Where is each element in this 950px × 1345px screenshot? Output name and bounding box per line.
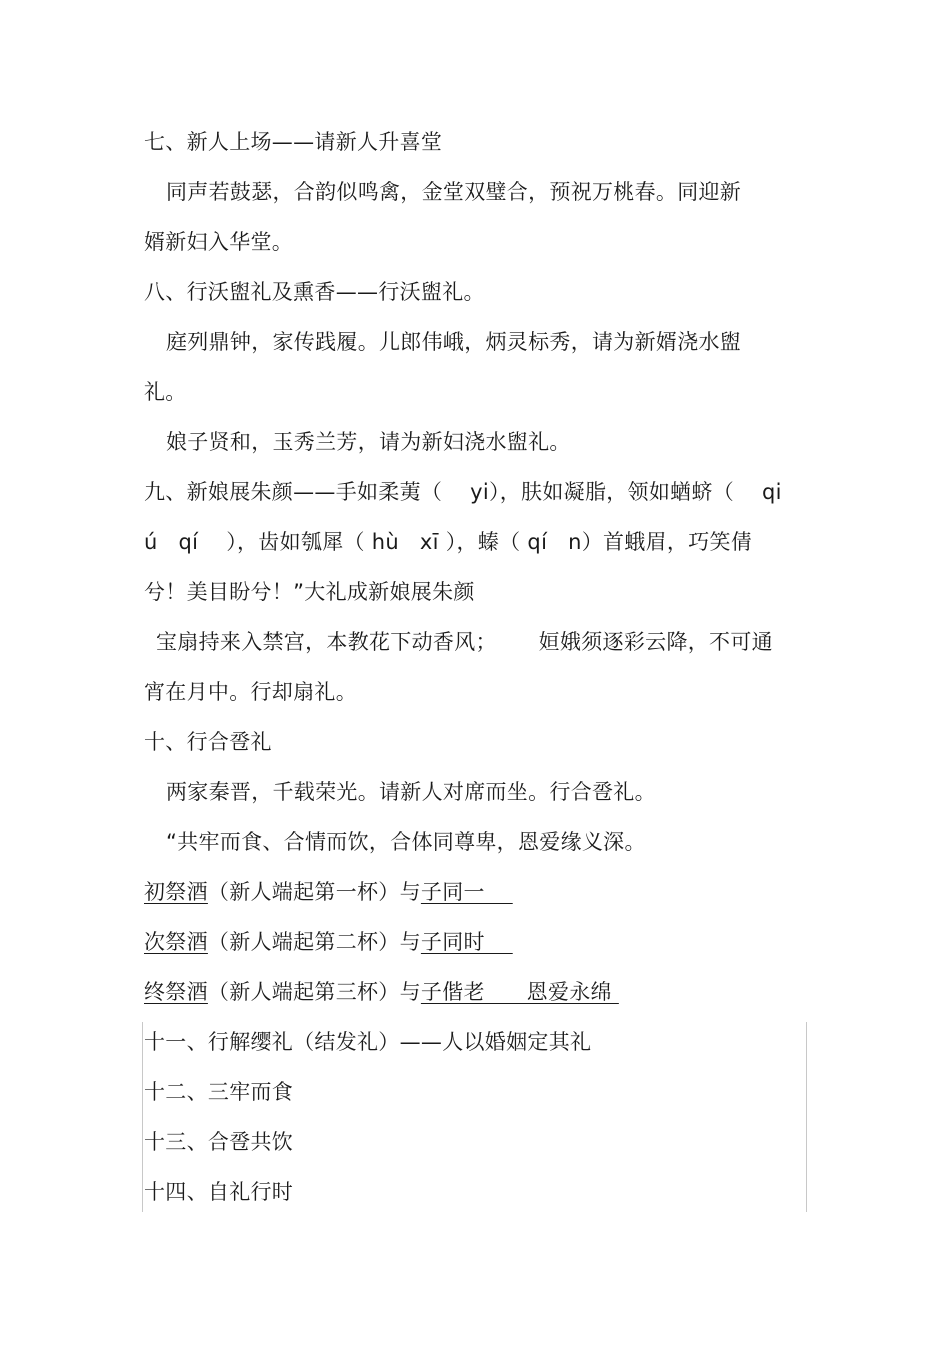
- section-10-paragraph-2: “共牢而食、合情而饮，合体同尊卑，恩爱缘义深。: [166, 830, 646, 854]
- toast-2-phrase: 子同时: [420, 930, 513, 954]
- section-11-heading: 十一、行解缨礼（结发礼）——人以婚姻定其礼: [144, 1030, 592, 1054]
- toast-1-name: 初祭酒: [144, 880, 208, 904]
- section-12-heading: 十二、三牢而食: [144, 1080, 294, 1104]
- section-9-heading-line-2: ú qí ），齿如瓠犀（ hù xī ），螓（ qí n）首蛾眉，巧笑倩: [144, 530, 753, 554]
- toast-1-instruction: （新人端起第一杯）与: [207, 880, 421, 904]
- section-7-paragraph-line-2: 婿新妇入华堂。: [144, 230, 294, 254]
- toast-line-3: [144, 978, 619, 1006]
- section-10-paragraph-1: 两家秦晋，千载荣光。请新人对席而坐。行合卺礼。: [166, 780, 656, 804]
- section-9-poem-line-2: 宵在月中。行却扇礼。: [144, 680, 357, 704]
- toast-3-name: 终祭酒: [144, 980, 208, 1004]
- section-10-heading: 十、行合卺礼: [144, 730, 272, 754]
- toast-3-instruction: （新人端起第三杯）与: [207, 980, 421, 1004]
- section-8-paragraph-2: 娘子贤和，玉秀兰芳，请为新妇浇水盥礼。: [166, 430, 571, 454]
- section-13-heading: 十三、合卺共饮: [144, 1130, 294, 1154]
- section-9-poem-line-1: 宝扇持来入禁宫，本教花下动香风； 姮娥须逐彩云降，不可通: [156, 630, 773, 654]
- toast-line-1: [144, 878, 513, 906]
- section-8-paragraph-line-2: 礼。: [144, 380, 187, 404]
- section-9-heading-line-1: 九、新娘展朱颜——手如柔荑（ yi），肤如凝脂，领如蝤蛴（ qi: [144, 480, 782, 504]
- section-8-paragraph-line-1: 庭列鼎钟，家传践履。儿郎伟峨，炳灵标秀，请为新婿浇水盥: [166, 330, 742, 354]
- box-left-rule: [142, 1022, 143, 1212]
- toast-line-2: [144, 928, 513, 956]
- box-right-rule: [806, 1022, 807, 1212]
- section-9-heading-line-3: 兮！美目盼兮！”大礼成新娘展朱颜: [144, 580, 475, 604]
- toast-1-phrase: 子同一: [420, 880, 513, 904]
- section-7-heading: 七、新人上场——请新人升喜堂: [144, 130, 443, 154]
- toast-2-instruction: （新人端起第二杯）与: [207, 930, 421, 954]
- toast-2-name: 次祭酒: [144, 930, 208, 954]
- section-8-heading: 八、行沃盥礼及熏香——行沃盥礼。: [144, 280, 485, 304]
- section-14-heading: 十四、自礼行时: [144, 1180, 294, 1204]
- section-7-paragraph-line-1: 同声若鼓瑟，合韵似鸣禽，金堂双璧合，预祝万桃春。同迎新: [166, 180, 742, 204]
- toast-3-phrase: 子偕老 恩爱永绵: [420, 980, 619, 1004]
